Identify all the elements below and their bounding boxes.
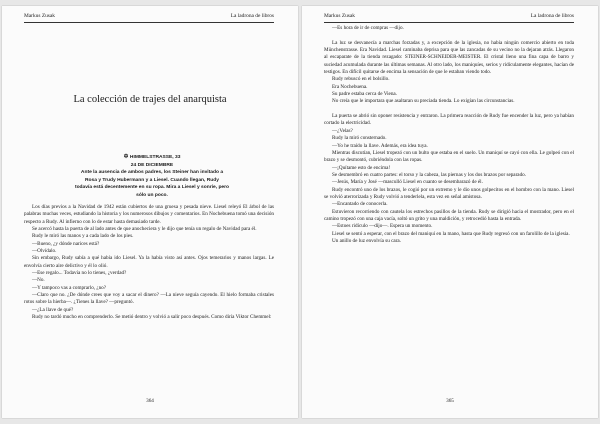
page-number: 365 [446, 398, 454, 404]
paragraph: Un anillo de luz envolvía su cara. [332, 237, 401, 244]
left-page [2, 6, 298, 418]
paragraph: —Yo he traído la llave. Además, era idea tuya. [332, 142, 428, 149]
paragraph: Rudy le miró las manos y a cada lado de los pies. [32, 233, 134, 240]
running-header [24, 12, 274, 23]
header-book-title: La ladrona de libros [530, 13, 574, 19]
flag-icon: ✡ [123, 154, 129, 160]
flag-line: ✡ HIMMELSTRASSE, 33 [123, 154, 181, 160]
paragraph: —Y tampoco vas a comprarlo, ¿no? [32, 284, 107, 291]
chapter-title: La colección de trajes del anarquista [73, 94, 227, 105]
paragraph: Era Nochebuena. [332, 83, 368, 90]
right-page [302, 6, 598, 418]
paragraph: Estuvieron recorriendo con cautela los estrechos pasillos de la tienda. Rudy se dirigió hacia el mostrador, pero en el camino tropezó con una caja vacía, soltó un grito y una maldición, y retrocedió hasta la entrada. [324, 208, 574, 222]
paragraph: Se desmembró en cuatro partes: el torso y la cabeza, las piernas y los dos brazos por separado. [332, 171, 526, 178]
running-header [324, 12, 574, 23]
paragraph: Se acercó hasta la puerta de al lado antes de que anocheciera y le dijo que tenía un regalo de Navidad para él. [32, 226, 257, 233]
paragraph: Rudy no tardó mucho en comprenderlo. Se metió dentro y volvió a salir poco después. Como diría Viktor Chemmel: [32, 314, 272, 321]
flag-line: sólo un poco. [136, 192, 168, 198]
header-author: Markus Zusak [24, 13, 55, 19]
flag-line: Ante la ausencia de ambos padres, los Steiner han invitado a [80, 170, 224, 176]
paragraph: No creía que le importara que asaltaran su preciada tienda. Lo exigían las circunstancias. [332, 98, 515, 105]
paragraph: Rudy rebuscó en el bolsillo. [332, 76, 390, 83]
paragraph: —¿La llave de qué? [32, 306, 74, 313]
paragraph: —Olvídalo. [32, 248, 57, 255]
paragraph: —Bueno, ¿y dónde narices está? [32, 240, 100, 247]
paragraph: Mientras discutían, Liesel tropezó con un bulto que estaba en el suelo. Un maniquí se cayó con ella. Le golpeó con el brazo y se desmontó, cubriéndola con las ropas. [324, 149, 574, 164]
flag-line: Rosa y Trudy Hubermann y a Liesel. Cuando llegan, Rudy [85, 177, 219, 183]
paragraph: Los días previos a la Navidad de 1942 están cubiertos de una gruesa y pesada nieve. Liesel releyó El árbol de las palabras muchas veces, estudiando la historia y los numerosos dibujos y comentarios. En Nochebuena tomó una decisión respecto a Rudy. Al infierno con lo de estar hasta demasiado tarde. [24, 204, 274, 225]
paragraph: Su padre estaba cerca de Viena. [332, 91, 397, 98]
paragraph: —Estoes ridículo —dijo—. Espera un momento. [332, 223, 433, 230]
paragraph: Rudy encontró uno de los brazos, le cogió por un extremo y le dio unos golpecitos en el hombro con la mano. Liesel se volvió aterrorizada y Rudy volvió a tenderlela, esta vez en señal amistosa. [324, 186, 574, 200]
paragraph: La luz se desvanecía a marchas forzadas y, a excepción de la iglesia, no había ningún comercio abierto en toda Münchenstrasse. Era Navidad. Liesel caminaba deprisa para que las zancadas de su vecino no la dejaran atrás. Llegaron al escaparate de la tienda rezagado: STEINER-SCHNEIDER-MEISTER. El cristal lleno una fina capa de barro y suciedad acumulada durante las últimas semanas. Al otro lado, los maniquíes, serios y ridículamente elegantes, hacían de testigos. En difícil quitarse de encima la sensación de que le estaban viendo todo. [324, 39, 574, 76]
body-text [24, 204, 274, 322]
paragraph: —Es hora de ir de compras —dijo. [332, 25, 404, 31]
paragraph: —Encantado de conocerla. [332, 201, 388, 208]
paragraph: —Ese regalo... Todavía no lo tienes, ¿verdad? [32, 270, 127, 277]
page-number: 364 [146, 398, 154, 404]
paragraph: —¡Quítame esto de encima! [332, 164, 391, 171]
paragraph: Liesel se sentó a esperar, con el brazo del maniquí en la mano, hasta que Rudy regresó con un farolillo de la iglesia. [332, 230, 570, 237]
paragraph: —Claro que no. ¿De dónde crees que voy a sacar el dinero? —La nieve seguía cayendo. El hielo formaba cristales rotos sobre la hierba—. ¿Tienes la llave? —preguntó. [24, 292, 274, 306]
header-author: Markus Zusak [324, 13, 355, 19]
flag-note [62, 154, 242, 200]
flag-line: 24 DE DICIEMBRE [130, 162, 174, 168]
flag-line: todavía está decentemente en su ropa. Mira a Liesel y sonríe, pero [74, 185, 230, 191]
paragraph: Sin embargo, Rudy sabía a qué había ido Liesel. Ya la había visto así antes. Ojos temerarios y manos largas. Le envolvía cierto aire delictivo y él lo olió. [24, 255, 274, 269]
paragraph: Rudy la miró consternado. [332, 135, 387, 142]
paragraph: —¿Velas? [332, 127, 353, 134]
paragraph: —Jesús, María y José —masculló Liesel en cuanto se desembarazó de él. [332, 179, 483, 186]
paragraph: —No. [32, 277, 45, 284]
paragraph: La puerta se abrió sin oponer resistencia y entraron. La primera reacción de Rudy fue encender la luz, pero ya habían cortado la electricidad. [324, 113, 574, 127]
body-text [324, 25, 574, 245]
header-book-title: La ladrona de libros [230, 13, 274, 19]
